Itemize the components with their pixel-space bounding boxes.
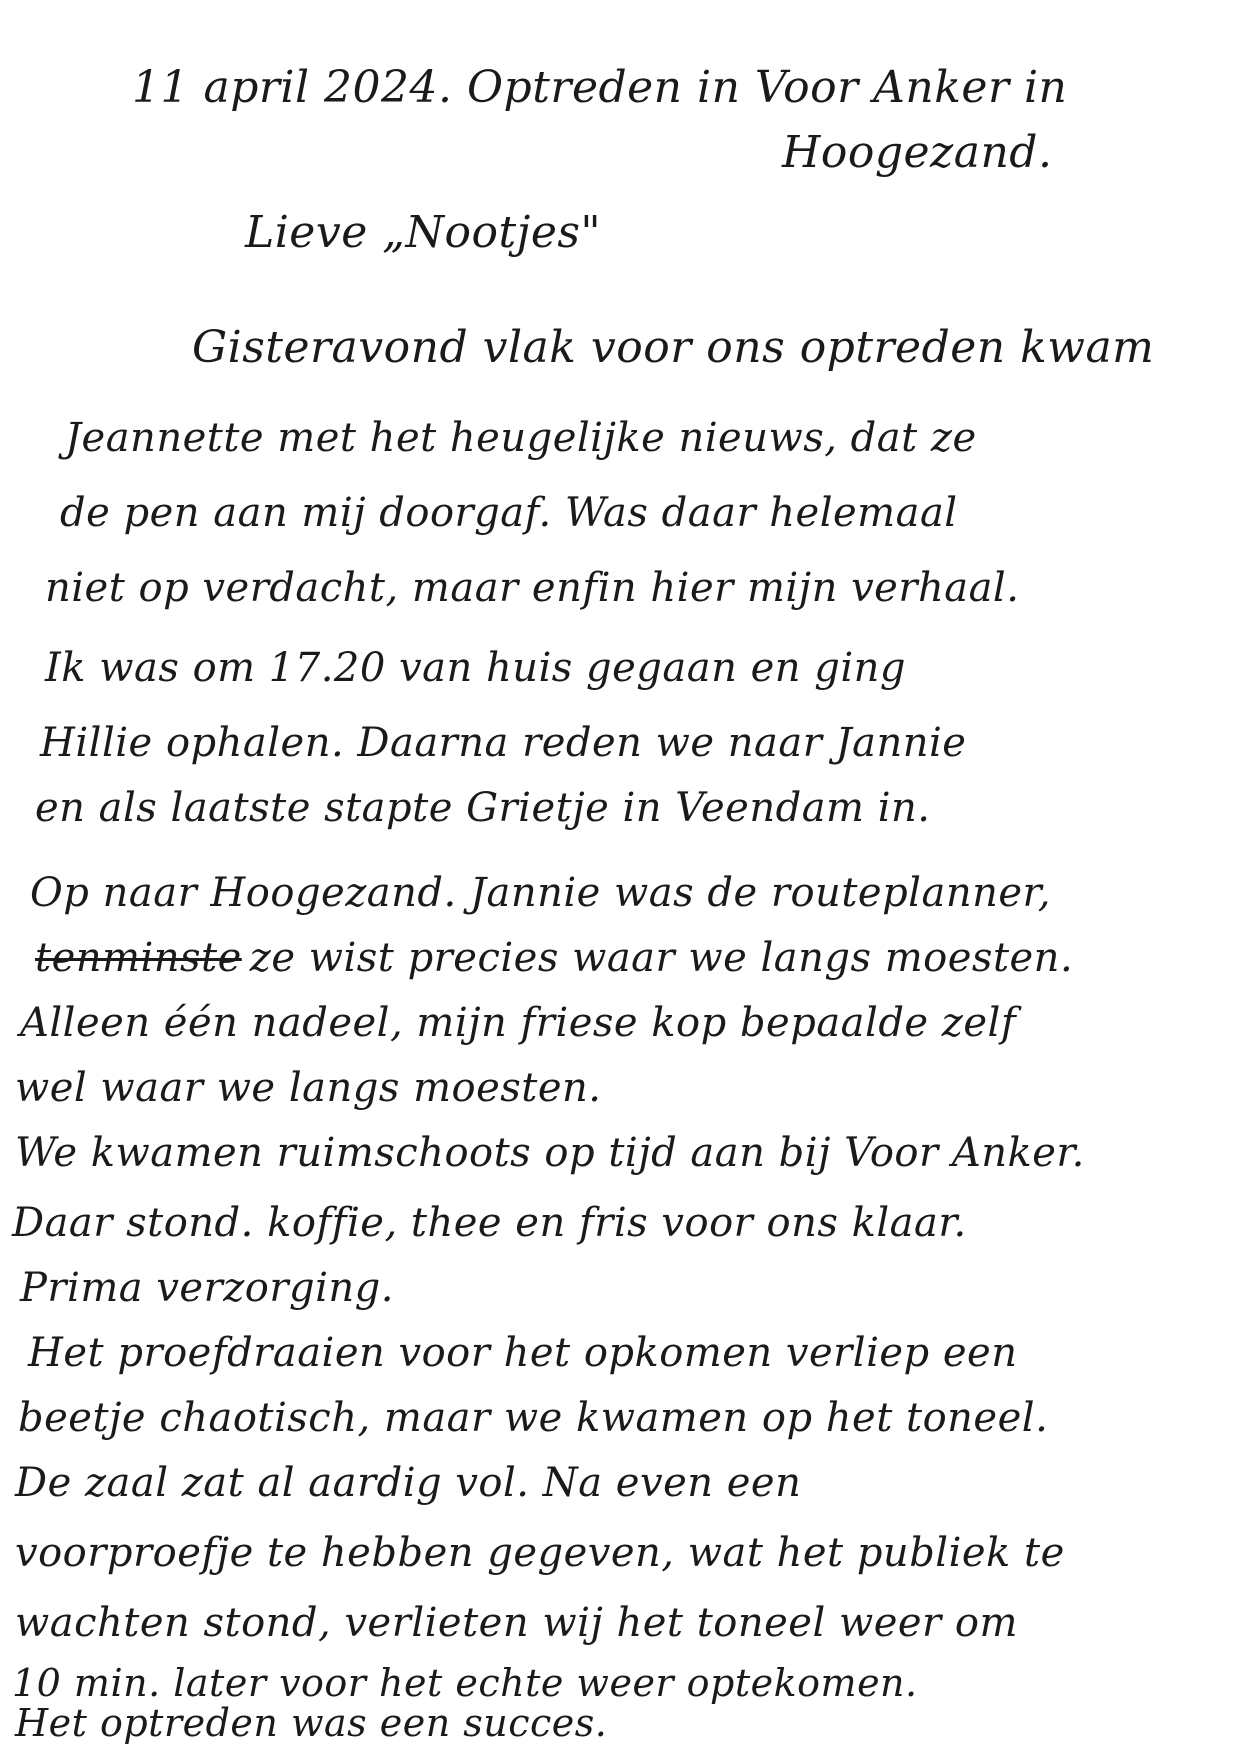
body-line-8: Op naar Hoogezand. Jannie was de routeplanner, bbox=[30, 870, 1051, 916]
body-line-13: Daar stond. koffie, thee en fris voor ons klaar. bbox=[12, 1200, 967, 1246]
body-line-21: Het optreden was een succes. bbox=[15, 1701, 608, 1745]
body-line-14: Prima verzorging. bbox=[20, 1265, 394, 1311]
body-line-17: De zaal zat al aardig vol. Na even een bbox=[15, 1460, 802, 1506]
body-line-9-text: ze wist precies waar we langs moesten. bbox=[249, 935, 1074, 981]
body-line-19: wachten stond, verlieten wij het toneel weer om bbox=[15, 1600, 1018, 1646]
body-line-5: Ik was om 17.20 van huis gegaan en ging bbox=[45, 645, 906, 691]
body-line-18: voorproefje te hebben gegeven, wat het publiek te bbox=[15, 1530, 1065, 1576]
body-line-10: Alleen één nadeel, mijn friese kop bepaalde zelf bbox=[20, 1000, 1017, 1046]
struck-word: tenminste bbox=[35, 935, 242, 981]
body-line-12: We kwamen ruimschoots op tijd aan bij Voor Anker. bbox=[15, 1130, 1085, 1176]
body-line-3: de pen aan mij doorgaf. Was daar helemaal bbox=[60, 490, 958, 536]
body-line-7: en als laatste stapte Grietje in Veendam in. bbox=[35, 785, 931, 831]
body-line-1: Gisteravond vlak voor ons optreden kwam bbox=[192, 322, 1155, 373]
body-line-6: Hillie ophalen. Daarna reden we naar Jannie bbox=[40, 720, 967, 766]
salutation: Lieve „Nootjes" bbox=[245, 207, 602, 258]
body-line-11: wel waar we langs moesten. bbox=[15, 1065, 602, 1111]
date-line: 11 april 2024. Optreden in Voor Anker in bbox=[132, 62, 1068, 113]
body-line-15: Het proefdraaien voor het opkomen verliep een bbox=[28, 1330, 1018, 1376]
body-line-2: Jeannette met het heugelijke nieuws, dat ze bbox=[65, 415, 977, 461]
body-line-16: beetje chaotisch, maar we kwamen op het toneel. bbox=[18, 1395, 1049, 1441]
body-line-9 bbox=[35, 930, 1073, 986]
place-line: Hoogezand. bbox=[782, 127, 1053, 178]
body-line-4: niet op verdacht, maar enfin hier mijn verhaal. bbox=[45, 565, 1020, 611]
body-line-20: 10 min. later voor het echte weer optekomen. bbox=[12, 1661, 918, 1705]
